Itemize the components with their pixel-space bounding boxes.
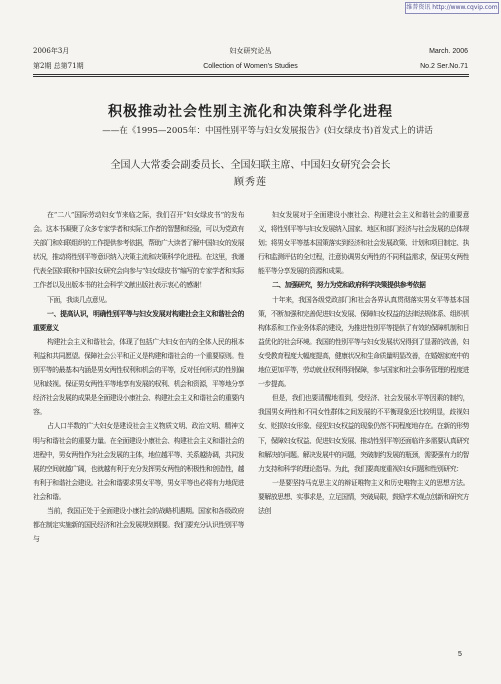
article-subtitle: ——在《1995—2005年：中国性别平等与妇女发展报告》(妇女绿皮书)首发式上的讲话: [102, 126, 433, 136]
article-title: 积极推动社会性别主流化和决策科学化进程: [108, 104, 393, 120]
body-paragraph: 十年来，我国各级党政部门和社会各界认真贯彻落实男女平等基本国策，不断加强和完善促进妇女发展、保障妇女权益的法律法规体系、组织机构体系和工作业务体系的建设，为推进性别平等提供了有效的保障机制和日益优化的社会环境。我国的性别平等与妇女发展状况得到了显著的改善，妇女受教育程度大幅度提高，健康状况和生命质量明显改善，在婚姻家庭中的地位更加平等，劳动就业权利得到保障，参与国家和社会事务管理的程度进一步提高。: [258, 295, 469, 389]
body-paragraph: 构建社会主义和谐社会，体现了包括广大妇女在内的全体人民的根本利益和共同愿望。保障社会公平和正义是构建和谐社会的一个重要原则。性别平等的最基本内涵是男女两性权利和机会的平等，反对任何形式的性别偏见和歧视。保证男女两性平等地享有发展的权利、机会和资源，平等地分享经济社会发展的成果是全面建设小康社会、构建社会主义和谐社会的重要内容。: [33, 337, 244, 417]
section-heading: 二、加强研究，努力为党和政府科学决策提供参考依据: [272, 281, 426, 290]
author-name: 顾秀莲: [234, 177, 267, 188]
header-issue-cn: 第2期 总第71期: [33, 62, 84, 70]
header-journal-cn: 妇女研究论丛: [229, 47, 272, 55]
header-rule-thin: [33, 76, 469, 77]
body-paragraph: 下面，我谈几点意见。: [47, 295, 111, 304]
watermark-stamp: 维普资讯 http://www.cqvip.com: [405, 2, 499, 14]
header-rule: [33, 74, 469, 75]
body-paragraph: 在“二八”国际劳动妇女节来临之际，我们召开“妇女绿皮书”的发布会。这本书凝聚了众多专家学者和实际工作者的智慧和经验，可以为党政有关部门和妇联组织的工作提供参考依据，帮助广大读者了解中国妇女的发展状况，推动将性别平等意识纳入决策主流和决策科学化进程。在这里，我谨代表全国妇联和中国妇女研究会向参与“妇女绿皮书”编写的专家学者和实际工作者以及出版本书的社会科学文献出版社表示衷心的感谢！: [33, 211, 244, 290]
body-paragraph: 但是，我们也要清醒地看到，受经济、社会发展水平等因素的制约，我国男女两性和不同女性群体之间发展的不平衡现象还比较明显，歧视妇女、贬损妇女形象、侵犯妇女权益的现象仍然不同程度地存在。在新的形势下，保障妇女权益、促进妇女发展、推动性别平等还面临许多需要认真研究和解决的问题。解决发展中的问题，突破制约发展的瓶颈，需要强有力的智力支持和科学的理论指导。为此，我们要高度重视妇女问题和性别研究：: [258, 394, 469, 473]
section-heading: 一、提高认识，明确性别平等与妇女发展对构建社会主义和谐社会的重要意义: [33, 309, 244, 332]
page-number: 5: [458, 651, 462, 658]
header-date-en: March. 2006: [429, 48, 468, 55]
header-date-cn: 2006年3月: [33, 47, 70, 55]
body-paragraph: 一是要坚持马克思主义的辩证唯物主义和历史唯物主义的思想方法。要解放思想、实事求是，立足国情，突破局限，鼓励学术观点创新和研究方法创: [258, 478, 469, 515]
body-paragraph: 妇女发展对于全面建设小康社会、构建社会主义和谐社会的重要意义，将性别平等与妇女发展纳入国家、地区和部门经济与社会发展的总体规划；将男女平等基本国策落实到经济和社会发展政策、计划和项目制定、执行和监测评估的全过程，注意协调男女两性的不同利益需求，保证男女两性能平等分享发展的资源和成果。: [258, 211, 469, 276]
right-column: [258, 208, 469, 670]
header-journal-en: Collection of Women's Studies: [203, 63, 298, 70]
author-affiliation: 全国人大常委会副委员长、全国妇联主席、中国妇女研究会会长: [110, 160, 391, 171]
header-issue-en: No.2 Ser.No.71: [420, 63, 468, 70]
body-paragraph: 占人口半数的广大妇女是建设社会主义物质文明、政治文明、精神文明与和谐社会的重要力量。在全面建设小康社会、构建社会主义和谐社会的进程中，男女两性作为社会发展的主体，地位越平等、关系越协调，共同发展的空间就越广阔，也就越有利于充分发挥男女两性的积极性和创造性，越有利于和谐社会建设。社会和谐要求男女平等，男女平等也必将有力地促进社会和谐。: [33, 422, 244, 501]
left-column: [33, 208, 244, 670]
body-paragraph: 当前，我国正处于全面建设小康社会的战略机遇期。国家和各级政府都在制定实施新的国民经济和社会发展规划纲要。我们要充分认识性别平等与: [33, 506, 244, 544]
